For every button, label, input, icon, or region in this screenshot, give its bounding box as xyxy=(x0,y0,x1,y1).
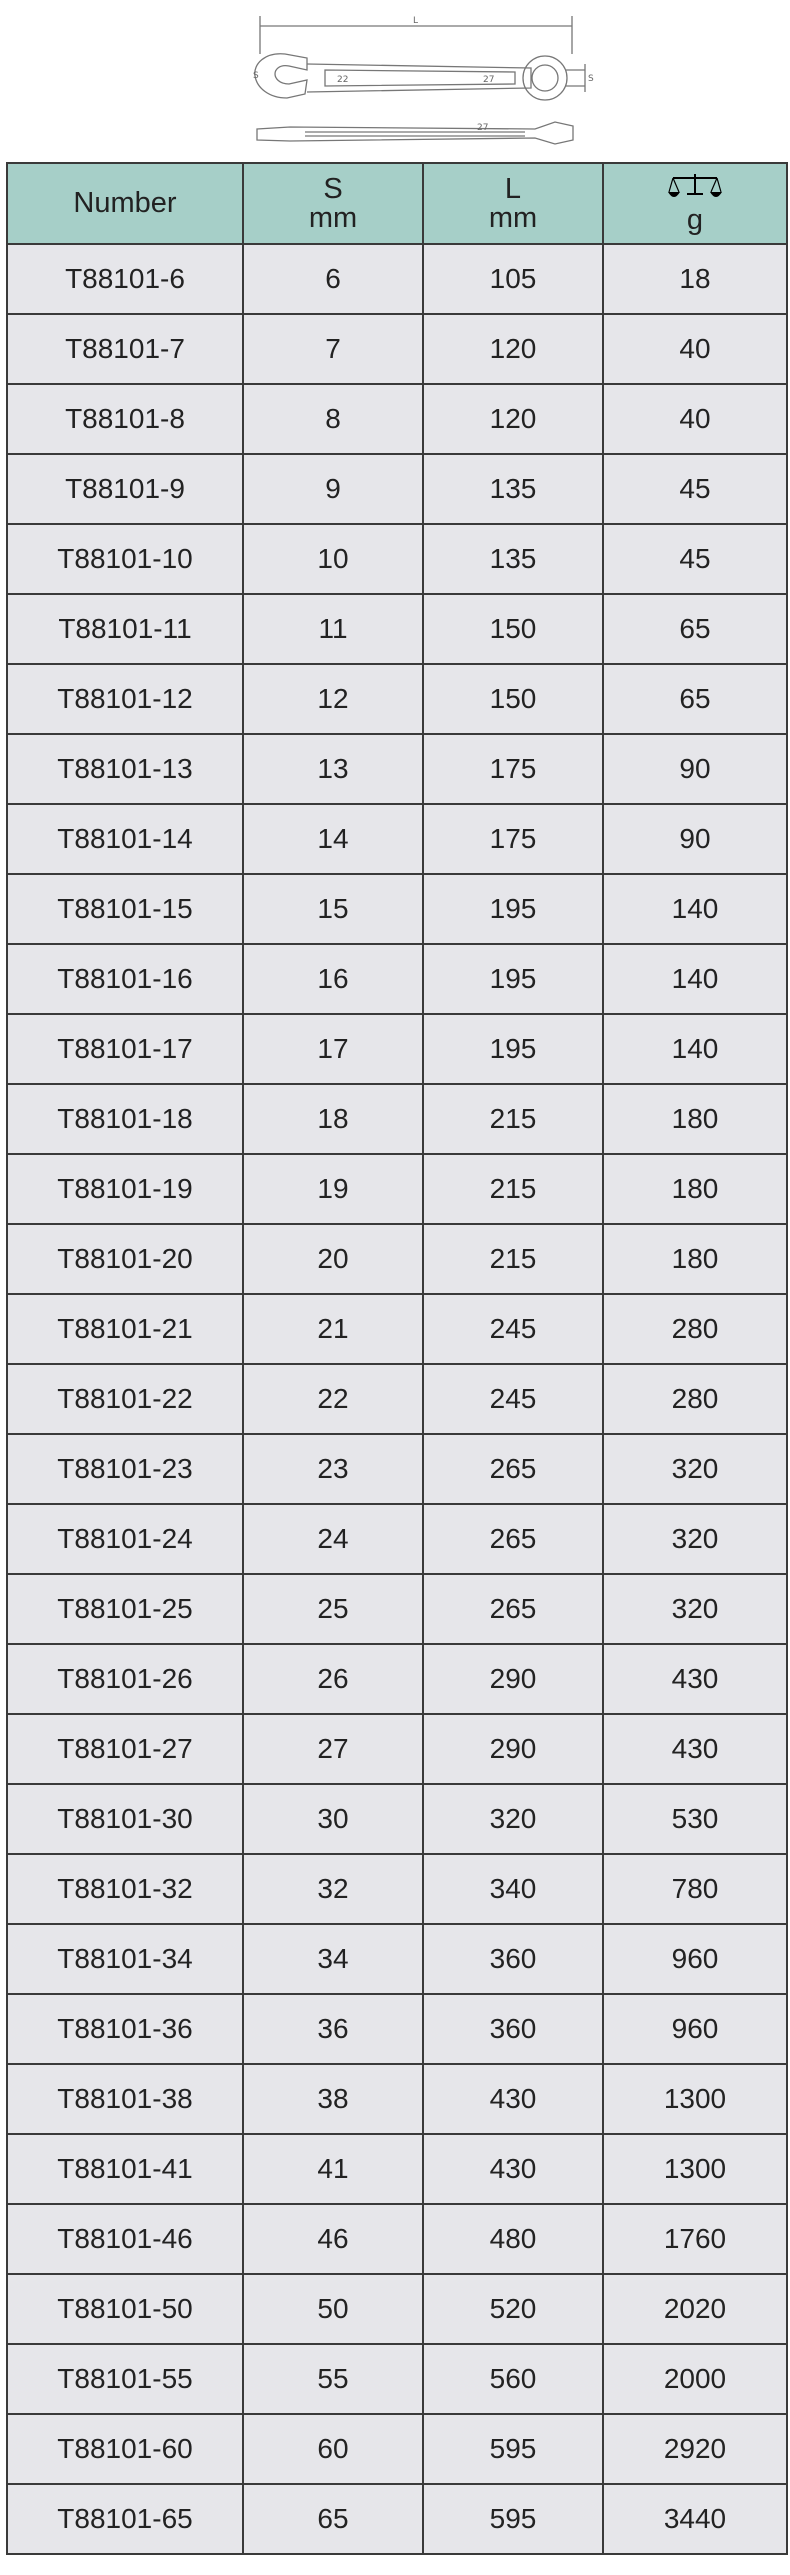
cell-weight: 530 xyxy=(603,1784,787,1854)
cell-number: T88101-20 xyxy=(7,1224,243,1294)
cell-l: 135 xyxy=(423,524,603,594)
cell-l: 150 xyxy=(423,594,603,664)
table-row xyxy=(7,314,787,384)
table-row xyxy=(7,1924,787,1994)
cell-l: 360 xyxy=(423,1994,603,2064)
cell-l: 560 xyxy=(423,2344,603,2414)
table-row xyxy=(7,2134,787,2204)
cell-number: T88101-17 xyxy=(7,1014,243,1084)
table-row xyxy=(7,1014,787,1084)
spec-table xyxy=(6,162,788,2555)
cell-l: 215 xyxy=(423,1084,603,1154)
cell-number: T88101-24 xyxy=(7,1504,243,1574)
cell-weight: 45 xyxy=(603,454,787,524)
cell-weight: 140 xyxy=(603,1014,787,1084)
wrench-drawing xyxy=(245,14,595,149)
cell-number: T88101-16 xyxy=(7,944,243,1014)
cell-s: 20 xyxy=(243,1224,423,1294)
cell-s: 41 xyxy=(243,2134,423,2204)
table-row xyxy=(7,1084,787,1154)
cell-number: T88101-26 xyxy=(7,1644,243,1714)
cell-s: 26 xyxy=(243,1644,423,1714)
cell-l: 595 xyxy=(423,2414,603,2484)
cell-s: 36 xyxy=(243,1994,423,2064)
header-s-unit: mm xyxy=(308,201,358,234)
cell-weight: 280 xyxy=(603,1294,787,1364)
cell-number: T88101-12 xyxy=(7,664,243,734)
header-s xyxy=(243,163,423,244)
cell-number: T88101-8 xyxy=(7,384,243,454)
cell-l: 195 xyxy=(423,874,603,944)
cell-s: 14 xyxy=(243,804,423,874)
header-weight xyxy=(603,163,787,244)
cell-s: 19 xyxy=(243,1154,423,1224)
table-row xyxy=(7,524,787,594)
cell-number: T88101-15 xyxy=(7,874,243,944)
header-l xyxy=(423,163,603,244)
cell-l: 175 xyxy=(423,734,603,804)
cell-s: 18 xyxy=(243,1084,423,1154)
cell-l: 265 xyxy=(423,1504,603,1574)
cell-number: T88101-13 xyxy=(7,734,243,804)
cell-s: 11 xyxy=(243,594,423,664)
cell-l: 595 xyxy=(423,2484,603,2554)
header-number xyxy=(7,163,243,244)
engrave-top-left: 22 xyxy=(337,75,349,85)
cell-s: 34 xyxy=(243,1924,423,1994)
table-row xyxy=(7,664,787,734)
table-row xyxy=(7,1154,787,1224)
table-row xyxy=(7,1854,787,1924)
cell-l: 360 xyxy=(423,1924,603,1994)
cell-number: T88101-10 xyxy=(7,524,243,594)
cell-s: 15 xyxy=(243,874,423,944)
cell-number: T88101-9 xyxy=(7,454,243,524)
table-row xyxy=(7,384,787,454)
cell-weight: 18 xyxy=(603,244,787,314)
cell-number: T88101-7 xyxy=(7,314,243,384)
cell-weight: 90 xyxy=(603,804,787,874)
cell-s: 32 xyxy=(243,1854,423,1924)
cell-number: T88101-19 xyxy=(7,1154,243,1224)
header-row xyxy=(7,163,787,244)
table-row xyxy=(7,1434,787,1504)
cell-weight: 280 xyxy=(603,1364,787,1434)
cell-s: 12 xyxy=(243,664,423,734)
table-row xyxy=(7,454,787,524)
table-row xyxy=(7,2274,787,2344)
table-row xyxy=(7,1294,787,1364)
cell-s: 65 xyxy=(243,2484,423,2554)
cell-s: 46 xyxy=(243,2204,423,2274)
table-row xyxy=(7,1994,787,2064)
table-row xyxy=(7,944,787,1014)
table-row xyxy=(7,1644,787,1714)
balance-scale-icon xyxy=(667,172,723,206)
dim-side-label: S xyxy=(588,74,594,84)
cell-weight: 65 xyxy=(603,594,787,664)
cell-weight: 2020 xyxy=(603,2274,787,2344)
cell-weight: 780 xyxy=(603,1854,787,1924)
cell-weight: 40 xyxy=(603,384,787,454)
table-row xyxy=(7,804,787,874)
cell-number: T88101-21 xyxy=(7,1294,243,1364)
cell-l: 480 xyxy=(423,2204,603,2274)
cell-s: 16 xyxy=(243,944,423,1014)
cell-l: 175 xyxy=(423,804,603,874)
cell-l: 245 xyxy=(423,1294,603,1364)
cell-s: 8 xyxy=(243,384,423,454)
cell-l: 265 xyxy=(423,1574,603,1644)
cell-number: T88101-6 xyxy=(7,244,243,314)
cell-l: 195 xyxy=(423,944,603,1014)
cell-l: 150 xyxy=(423,664,603,734)
cell-s: 55 xyxy=(243,2344,423,2414)
cell-number: T88101-50 xyxy=(7,2274,243,2344)
cell-l: 120 xyxy=(423,384,603,454)
table-row xyxy=(7,2484,787,2554)
cell-l: 290 xyxy=(423,1644,603,1714)
cell-l: 290 xyxy=(423,1714,603,1784)
cell-number: T88101-22 xyxy=(7,1364,243,1434)
table-row xyxy=(7,874,787,944)
cell-number: T88101-30 xyxy=(7,1784,243,1854)
cell-s: 27 xyxy=(243,1714,423,1784)
cell-weight: 140 xyxy=(603,944,787,1014)
cell-l: 520 xyxy=(423,2274,603,2344)
cell-s: 7 xyxy=(243,314,423,384)
table-row xyxy=(7,1504,787,1574)
cell-weight: 430 xyxy=(603,1714,787,1784)
cell-weight: 140 xyxy=(603,874,787,944)
cell-l: 265 xyxy=(423,1434,603,1504)
cell-weight: 320 xyxy=(603,1504,787,1574)
table-row xyxy=(7,1574,787,1644)
cell-weight: 90 xyxy=(603,734,787,804)
header-weight-unit: g xyxy=(686,204,704,236)
table-row xyxy=(7,1784,787,1854)
cell-weight: 180 xyxy=(603,1154,787,1224)
cell-number: T88101-18 xyxy=(7,1084,243,1154)
cell-s: 9 xyxy=(243,454,423,524)
cell-l: 320 xyxy=(423,1784,603,1854)
table-row xyxy=(7,244,787,314)
cell-s: 50 xyxy=(243,2274,423,2344)
cell-l: 430 xyxy=(423,2134,603,2204)
cell-number: T88101-36 xyxy=(7,1994,243,2064)
cell-number: T88101-34 xyxy=(7,1924,243,1994)
cell-l: 120 xyxy=(423,314,603,384)
cell-weight: 1300 xyxy=(603,2134,787,2204)
cell-s: 13 xyxy=(243,734,423,804)
cell-weight: 180 xyxy=(603,1224,787,1294)
cell-l: 430 xyxy=(423,2064,603,2134)
engrave-side: 27 xyxy=(477,123,489,133)
cell-s: 21 xyxy=(243,1294,423,1364)
cell-weight: 1300 xyxy=(603,2064,787,2134)
table-row xyxy=(7,2064,787,2134)
cell-weight: 960 xyxy=(603,1994,787,2064)
cell-weight: 3440 xyxy=(603,2484,787,2554)
cell-s: 6 xyxy=(243,244,423,314)
cell-number: T88101-46 xyxy=(7,2204,243,2274)
cell-s: 60 xyxy=(243,2414,423,2484)
cell-number: T88101-23 xyxy=(7,1434,243,1504)
table-row xyxy=(7,1364,787,1434)
table-row xyxy=(7,734,787,804)
header-l-unit: mm xyxy=(488,201,538,234)
cell-l: 195 xyxy=(423,1014,603,1084)
cell-weight: 40 xyxy=(603,314,787,384)
engrave-top: 27 xyxy=(483,75,495,85)
cell-weight: 320 xyxy=(603,1434,787,1504)
cell-weight: 2000 xyxy=(603,2344,787,2414)
cell-number: T88101-25 xyxy=(7,1574,243,1644)
cell-s: 25 xyxy=(243,1574,423,1644)
cell-number: T88101-41 xyxy=(7,2134,243,2204)
table-row xyxy=(7,1714,787,1784)
cell-l: 135 xyxy=(423,454,603,524)
cell-l: 340 xyxy=(423,1854,603,1924)
dim-s-label: S xyxy=(253,71,259,81)
cell-s: 30 xyxy=(243,1784,423,1854)
cell-weight: 1760 xyxy=(603,2204,787,2274)
cell-number: T88101-60 xyxy=(7,2414,243,2484)
cell-l: 105 xyxy=(423,244,603,314)
cell-weight: 320 xyxy=(603,1574,787,1644)
cell-number: T88101-14 xyxy=(7,804,243,874)
cell-s: 10 xyxy=(243,524,423,594)
cell-number: T88101-11 xyxy=(7,594,243,664)
cell-number: T88101-27 xyxy=(7,1714,243,1784)
cell-weight: 65 xyxy=(603,664,787,734)
cell-s: 22 xyxy=(243,1364,423,1434)
cell-l: 215 xyxy=(423,1224,603,1294)
cell-weight: 45 xyxy=(603,524,787,594)
cell-l: 245 xyxy=(423,1364,603,1434)
cell-number: T88101-38 xyxy=(7,2064,243,2134)
cell-number: T88101-55 xyxy=(7,2344,243,2414)
cell-weight: 960 xyxy=(603,1924,787,1994)
table-row xyxy=(7,2344,787,2414)
header-s-label: S xyxy=(323,172,343,205)
table-row xyxy=(7,2414,787,2484)
cell-s: 17 xyxy=(243,1014,423,1084)
header-l-label: L xyxy=(504,172,522,205)
cell-l: 215 xyxy=(423,1154,603,1224)
cell-weight: 2920 xyxy=(603,2414,787,2484)
table-row xyxy=(7,1224,787,1294)
dim-length-label: L xyxy=(413,16,419,26)
table-row xyxy=(7,594,787,664)
cell-number: T88101-65 xyxy=(7,2484,243,2554)
cell-s: 23 xyxy=(243,1434,423,1504)
cell-s: 38 xyxy=(243,2064,423,2134)
table-row xyxy=(7,2204,787,2274)
cell-number: T88101-32 xyxy=(7,1854,243,1924)
cell-s: 24 xyxy=(243,1504,423,1574)
cell-weight: 180 xyxy=(603,1084,787,1154)
header-number-label: Number xyxy=(73,187,177,219)
cell-weight: 430 xyxy=(603,1644,787,1714)
